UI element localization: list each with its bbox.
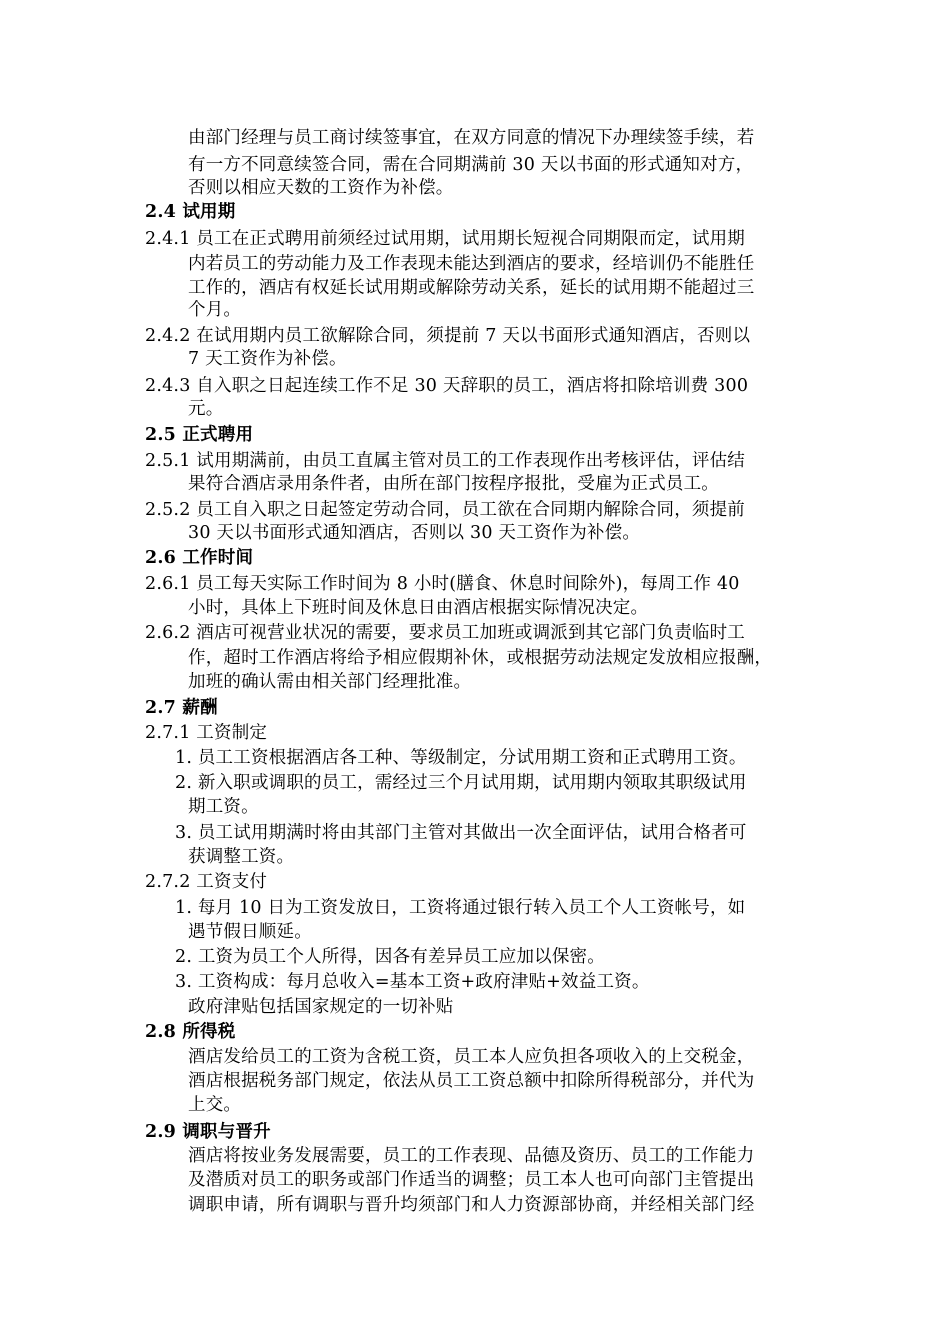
section-heading: 2.4 试用期 — [145, 202, 236, 222]
clause-line: 作，超时工作酒店将给予相应假期补休，或根据劳动法规定发放相应报酬， — [188, 648, 773, 668]
clause-line: 果符合酒店录用条件者，由所在部门按程序报批，受雇为正式员工。 — [188, 474, 719, 494]
paragraph-line: 酒店发给员工的工资为含税工资，员工本人应负担各项收入的上交税金， — [188, 1047, 755, 1067]
section-heading: 2.9 调职与晋升 — [145, 1122, 271, 1142]
list-item: 遇节假日顺延。 — [188, 922, 312, 942]
paragraph-line: 酒店根据税务部门规定，依法从员工工资总额中扣除所得税部分，并代为 — [188, 1071, 755, 1091]
section-heading: 2.5 正式聘用 — [145, 425, 254, 445]
subsection-heading: 2.7.1 工资制定 — [145, 723, 268, 743]
clause-line: 个月。 — [188, 300, 242, 320]
clause-line: 7 天工资作为补偿。 — [188, 349, 347, 369]
list-item: 3. 工资构成：每月总收入=基本工资+政府津贴+效益工资。 — [175, 972, 650, 992]
paragraph-line: 及潜质对员工的职务或部门作适当的调整；员工本人也可向部门主管提出 — [188, 1170, 755, 1190]
clause-line: 2.6.2 酒店可视营业状况的需要，要求员工加班或调派到其它部门负责临时工 — [145, 623, 745, 643]
clause-line: 元。 — [188, 399, 224, 419]
clause-line: 2.4.1 员工在正式聘用前须经过试用期，试用期长短视合同期限而定，试用期 — [145, 229, 745, 249]
list-item: 获调整工资。 — [188, 847, 295, 867]
list-item: 1. 每月 10 日为工资发放日，工资将通过银行转入员工个人工资帐号，如 — [175, 898, 746, 918]
clause-line: 30 天以书面形式通知酒店，否则以 30 天工资作为补偿。 — [188, 523, 641, 543]
paragraph-line: 酒店将按业务发展需要，员工的工作表现、品德及资历、员工的工作能力 — [188, 1146, 755, 1166]
section-heading: 2.8 所得税 — [145, 1022, 236, 1042]
paragraph-line: 有一方不同意续签合同，需在合同期满前 30 天以书面的形式通知对方， — [188, 155, 754, 175]
clause-line: 2.6.1 员工每天实际工作时间为 8 小时(膳食、休息时间除外)，每周工作 40 — [145, 574, 740, 594]
paragraph-line: 调职申请，所有调职与晋升均须部门和人力资源部协商，并经相关部门经 — [188, 1195, 755, 1215]
clause-line: 加班的确认需由相关部门经理批准。 — [188, 672, 472, 692]
subsection-heading: 2.7.2 工资支付 — [145, 872, 268, 892]
clause-line: 内若员工的劳动能力及工作表现未能达到酒店的要求，经培训仍不能胜任 — [188, 254, 755, 274]
clause-line: 小时，具体上下班时间及休息日由酒店根据实际情况决定。 — [188, 598, 649, 618]
list-item: 3. 员工试用期满时将由其部门主管对其做出一次全面评估，试用合格者可 — [175, 823, 747, 843]
clause-line: 2.5.2 员工自入职之日起签定劳动合同，员工欲在合同期内解除合同，须提前 — [145, 500, 745, 520]
clause-line: 工作的，酒店有权延长试用期或解除劳动关系，延长的试用期不能超过三 — [188, 278, 755, 298]
list-item: 2. 工资为员工个人所得，因各有差异员工应加以保密。 — [175, 947, 605, 967]
paragraph-line: 上交。 — [188, 1095, 242, 1115]
clause-line: 2.5.1 试用期满前，由员工直属主管对员工的工作表现作出考核评估，评估结 — [145, 451, 745, 471]
list-item: 2. 新入职或调职的员工，需经过三个月试用期，试用期内领取其职级试用 — [175, 773, 747, 793]
clause-line: 2.4.2 在试用期内员工欲解除合同，须提前 7 天以书面形式通知酒店，否则以 — [145, 326, 751, 346]
list-item: 期工资。 — [188, 797, 259, 817]
section-heading: 2.6 工作时间 — [145, 548, 254, 568]
list-item: 政府津贴包括国家规定的一切补贴 — [188, 997, 454, 1017]
clause-line: 2.4.3 自入职之日起连续工作不足 30 天辞职的员工，酒店将扣除培训费 300 — [145, 376, 749, 396]
paragraph-line: 否则以相应天数的工资作为补偿。 — [188, 178, 454, 198]
list-item: 1. 员工工资根据酒店各工种、等级制定，分试用期工资和正式聘用工资。 — [175, 748, 747, 768]
paragraph-line: 由部门经理与员工商讨续签事宜，在双方同意的情况下办理续签手续，若 — [188, 128, 755, 148]
section-heading: 2.7 薪酬 — [145, 698, 218, 718]
